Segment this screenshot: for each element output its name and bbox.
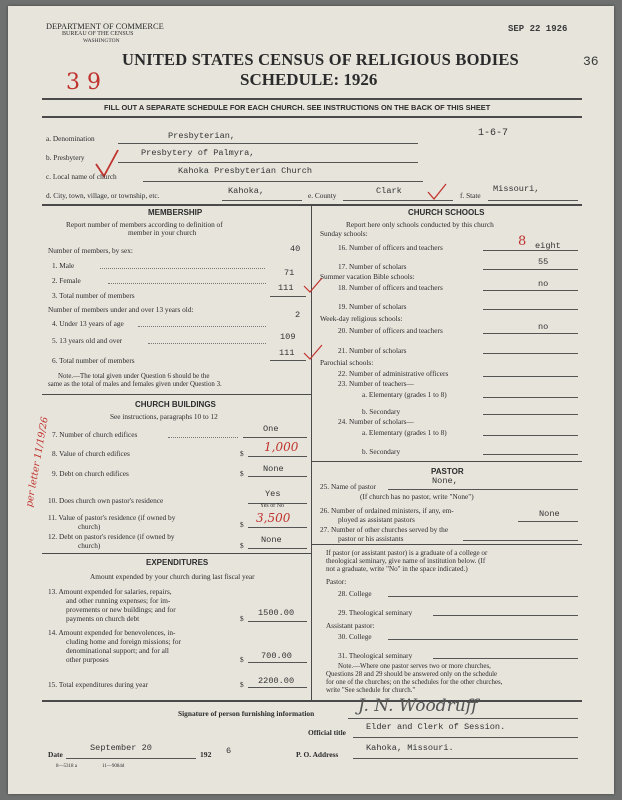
q26-value: None	[539, 509, 560, 519]
q11-label-cont: church)	[78, 522, 101, 531]
q30-label: 30. College	[338, 632, 372, 641]
q7-label: 7. Number of church edifices	[52, 430, 138, 439]
answer-line	[483, 269, 578, 270]
pastor-note: write "See schedule for church."	[326, 687, 416, 694]
red-handwritten-number: 3 9	[66, 70, 101, 95]
q5-value: 109	[280, 332, 296, 342]
q17-value: 55	[538, 257, 549, 267]
signature-label: Signature of person furnishing information	[178, 709, 315, 718]
q13-value: 1500.00	[258, 608, 295, 618]
dollar-sign: $	[240, 449, 244, 458]
q11-label: 11. Value of pastor's residence (if owned by	[48, 513, 176, 522]
print-number: 11—9084d	[102, 764, 125, 769]
schools-intro: Report here only schools conducted by this church	[346, 220, 494, 229]
q24-label: 24. Number of scholars—	[338, 417, 414, 426]
divider	[42, 553, 311, 554]
q2-label: 2. Female	[52, 276, 81, 285]
answer-line	[518, 521, 578, 522]
presbytery-label: b. Presbytery	[46, 153, 85, 162]
buildings-heading: CHURCH BUILDINGS	[135, 400, 216, 409]
q13-label-cont: provements or new buildings; and for	[66, 605, 176, 614]
q16-value: eight	[535, 241, 561, 251]
leader-dots	[168, 437, 238, 438]
denomination-line	[118, 143, 418, 144]
q9-label: 9. Debt on church edifices	[52, 469, 129, 478]
q8-label: 8. Value of church edifices	[52, 449, 130, 458]
q14-label: 14. Amount expended for benevolences, in-	[48, 628, 176, 637]
q18-label: 18. Number of officers and teachers	[338, 283, 443, 292]
leader-dots	[148, 343, 266, 344]
answer-line	[270, 296, 306, 297]
q10-value: Yes	[265, 489, 281, 499]
city-line	[222, 200, 302, 201]
q13-label-cont: payments on church debt	[66, 614, 140, 623]
q3-value: 111	[278, 283, 294, 293]
q13-label-cont: and other running expenses; for im-	[66, 596, 171, 605]
q25-value: None,	[432, 476, 458, 486]
stamp-number: 36	[583, 54, 599, 69]
q4-label: 4. Under 13 years of age	[52, 319, 124, 328]
signature-line	[348, 718, 578, 719]
q6-value: 111	[279, 348, 295, 358]
sunday-schools-label: Sunday schools:	[320, 229, 368, 238]
q9-value: None	[263, 464, 284, 474]
answer-line	[243, 437, 307, 438]
q11-value: 3,500	[256, 511, 291, 525]
denomination-code: 1-6-7	[478, 128, 509, 139]
city-value: Kahoka,	[228, 186, 265, 196]
q19-label: 19. Number of scholars	[338, 302, 407, 311]
city-heading: WASHINGTON	[83, 38, 120, 44]
pastor-note: for one of the churches; on the schedules for the other churches,	[326, 679, 503, 686]
dollar-sign: $	[240, 469, 244, 478]
dollar-sign: $	[240, 680, 244, 689]
q14-label-cont: cluding home and foreign missions; for	[66, 637, 181, 646]
q23-label: 23. Number of teachers—	[338, 379, 414, 388]
answer-line	[270, 360, 306, 361]
margin-note: per letter 11/19/26	[24, 415, 51, 508]
membership-note: same as the total of males and females given under Question 3.	[48, 381, 222, 388]
date-value: September 20	[90, 743, 152, 753]
bureau-heading: BUREAU OF THE CENSUS	[62, 31, 134, 37]
q12-label: 12. Debt on pastor's residence (if owned by	[48, 532, 175, 541]
q17-label: 17. Number of scholars	[338, 262, 407, 271]
po-address-line	[353, 758, 578, 759]
county-value: Clark	[376, 186, 402, 196]
q14-label-cont: other purposes	[66, 655, 109, 664]
presbytery-line	[118, 162, 418, 163]
q27-label: 27. Number of other churches served by the	[320, 525, 449, 534]
q25-note: (If church has no pastor, write "None")	[360, 492, 474, 501]
q29-label: 29. Theological seminary	[338, 608, 413, 617]
graduate-instruction: If pastor (or assistant pastor) is a graduate of a college or	[326, 549, 488, 557]
q23b-label: b. Secondary	[362, 407, 401, 416]
denomination-value: Presbyterian,	[168, 131, 236, 141]
divider	[42, 394, 311, 395]
state-value: Missouri,	[493, 184, 540, 194]
dollar-sign: $	[240, 541, 244, 550]
q2-value: 71	[284, 268, 295, 278]
q15-value: 2200.00	[258, 676, 295, 686]
leader-dots	[100, 268, 265, 269]
summer-schools-label: Summer vacation Bible schools:	[320, 272, 415, 281]
state-label: f. State	[460, 191, 481, 200]
answer-line	[388, 489, 578, 490]
answer-line	[483, 250, 578, 251]
q4-value: 2	[295, 310, 301, 320]
schools-heading: CHURCH SCHOOLS	[408, 208, 485, 217]
answer-line	[248, 662, 307, 663]
signature: J. N. Woodruff	[358, 696, 478, 716]
official-title-line	[353, 737, 578, 738]
expenditures-subheading: Amount expended by your church during last fiscal year	[90, 572, 255, 581]
church-name-label: c. Local name of church	[46, 172, 117, 181]
members-by-age-label: Number of members under and over 13 years old:	[48, 305, 194, 314]
denomination-label: a. Denomination	[46, 134, 95, 143]
year-digit: 6	[226, 746, 232, 756]
q15-label: 15. Total expenditures during year	[48, 680, 149, 689]
q26-label-cont: ployed as assistant pastors	[338, 515, 415, 524]
parochial-schools-label: Parochial schools:	[320, 358, 374, 367]
q8-value: 1,000	[264, 440, 299, 454]
county-label: e. County	[308, 191, 337, 200]
department-heading: DEPARTMENT OF COMMERCE	[46, 22, 164, 31]
membership-note: Note.—The total given under Question 6 should be the	[58, 373, 210, 380]
q20-value: no	[538, 322, 549, 332]
answer-line	[388, 596, 578, 597]
po-address-value: Kahoka, Missouri.	[366, 743, 454, 753]
divider	[311, 544, 582, 545]
pastor-note: Note.—Where one pastor serves two or more churches,	[338, 663, 491, 670]
q16-label: 16. Number of officers and teachers	[338, 243, 443, 252]
pastor-note: Questions 28 and 29 should be answered only on the schedule	[326, 671, 498, 678]
q28-label: 28. College	[338, 589, 372, 598]
membership-intro: Report number of members according to definition of	[66, 220, 223, 229]
q25-label: 25. Name of pastor	[320, 482, 376, 491]
pastor-sub-label: Pastor:	[326, 577, 347, 586]
form-subtitle: SCHEDULE: 1926	[240, 70, 378, 89]
divider	[42, 204, 582, 206]
answer-line	[248, 621, 307, 622]
divider	[311, 461, 582, 462]
q22-label: 22. Number of administrative officers	[338, 369, 449, 378]
q14-value: 700.00	[261, 651, 292, 661]
q24b-label: b. Secondary	[362, 447, 401, 456]
graduate-instruction: theological seminary, give name of institution below. (If	[326, 557, 486, 565]
leader-dots	[108, 283, 266, 284]
q7-value: One	[263, 424, 279, 434]
date-line	[66, 758, 196, 759]
received-date-stamp: SEP 22 1926	[508, 24, 568, 34]
divider	[42, 98, 582, 100]
answer-line	[248, 548, 307, 549]
q3-label: 3. Total number of members	[52, 291, 135, 300]
answer-line	[483, 397, 578, 398]
answer-line	[483, 435, 578, 436]
answer-line	[248, 527, 307, 528]
q13-label: 13. Amount expended for salaries, repairs,	[48, 587, 172, 596]
q12-value: None	[261, 535, 282, 545]
answer-line	[248, 476, 307, 477]
answer-line	[433, 658, 578, 659]
q24a-label: a. Elementary (grades 1 to 8)	[362, 428, 447, 437]
red-check-mark	[426, 182, 448, 202]
q6-label: 6. Total number of members	[52, 356, 135, 365]
answer-line	[483, 376, 578, 377]
graduate-instruction: not a graduate, write "No" in the space indicated.)	[326, 565, 468, 573]
leader-dots	[138, 326, 266, 327]
answer-line	[463, 540, 578, 541]
assistant-pastor-label: Assistant pastor:	[326, 621, 375, 630]
answer-line	[248, 456, 307, 457]
q10-label: 10. Does church own pastor's residence	[48, 496, 164, 505]
q14-label-cont: denominational support; and for all	[66, 646, 169, 655]
church-name-line	[143, 181, 423, 182]
dollar-sign: $	[240, 614, 244, 623]
members-by-sex-label: Number of members, by sex:	[48, 246, 133, 255]
answer-line	[483, 454, 578, 455]
answer-line	[388, 639, 578, 640]
date-label: Date	[48, 750, 63, 759]
divider	[42, 116, 582, 118]
expenditures-heading: EXPENDITURES	[146, 558, 209, 567]
answer-line	[483, 333, 578, 334]
q31-label: 31. Theological seminary	[338, 651, 413, 660]
membership-intro: member in your church	[128, 228, 197, 237]
answer-line	[483, 290, 578, 291]
church-name-value: Kahoka Presbyterian Church	[178, 166, 313, 176]
presbytery-value: Presbytery of Palmyra,	[141, 148, 255, 158]
q18-value: no	[538, 279, 549, 289]
state-line	[488, 200, 578, 201]
answer-line	[483, 353, 578, 354]
official-title-label: Official title	[308, 728, 346, 737]
q26-label: 26. Number of ordained ministers, if any, em-	[320, 506, 454, 515]
official-title-value: Elder and Clerk of Session.	[366, 722, 506, 732]
dollar-sign: $	[240, 655, 244, 664]
buildings-subheading: See instructions, paragraphs 10 to 12	[110, 412, 218, 421]
answer-line	[248, 687, 307, 688]
q5-label: 5. 13 years old and over	[52, 336, 123, 345]
dollar-sign: $	[240, 520, 244, 529]
form-number: 8—5318 a	[56, 764, 77, 769]
fill-out-instruction: FILL OUT A SEPARATE SCHEDULE FOR EACH CHURCH. SEE INSTRUCTIONS ON THE BACK OF THIS SHEET	[104, 103, 491, 112]
form-title: UNITED STATES CENSUS OF RELIGIOUS BODIES	[122, 50, 519, 69]
city-label: d. City, town, village, or township, etc.	[46, 191, 160, 200]
year-prefix: 192	[200, 750, 212, 759]
divider	[42, 700, 582, 702]
q1-value: 40	[290, 244, 301, 254]
q12-label-cont: church)	[78, 541, 101, 550]
q23a-label: a. Elementary (grades 1 to 8)	[362, 390, 447, 399]
q1-label: 1. Male	[52, 261, 75, 270]
answer-line	[483, 414, 578, 415]
membership-heading: MEMBERSHIP	[148, 208, 203, 217]
yes-no-hint: Yes or No	[260, 503, 285, 509]
po-address-label: P. O. Address	[296, 750, 339, 759]
q20-label: 20. Number of officers and teachers	[338, 326, 443, 335]
answer-line	[433, 615, 578, 616]
pastor-heading: PASTOR	[431, 467, 464, 476]
q21-label: 21. Number of scholars	[338, 346, 407, 355]
answer-line	[483, 309, 578, 310]
q27-label-cont: pastor or his assistants	[338, 534, 404, 543]
weekday-schools-label: Week-day religious schools:	[320, 314, 403, 323]
q16-red-value: 8	[518, 234, 527, 249]
census-schedule-sheet	[8, 6, 614, 794]
